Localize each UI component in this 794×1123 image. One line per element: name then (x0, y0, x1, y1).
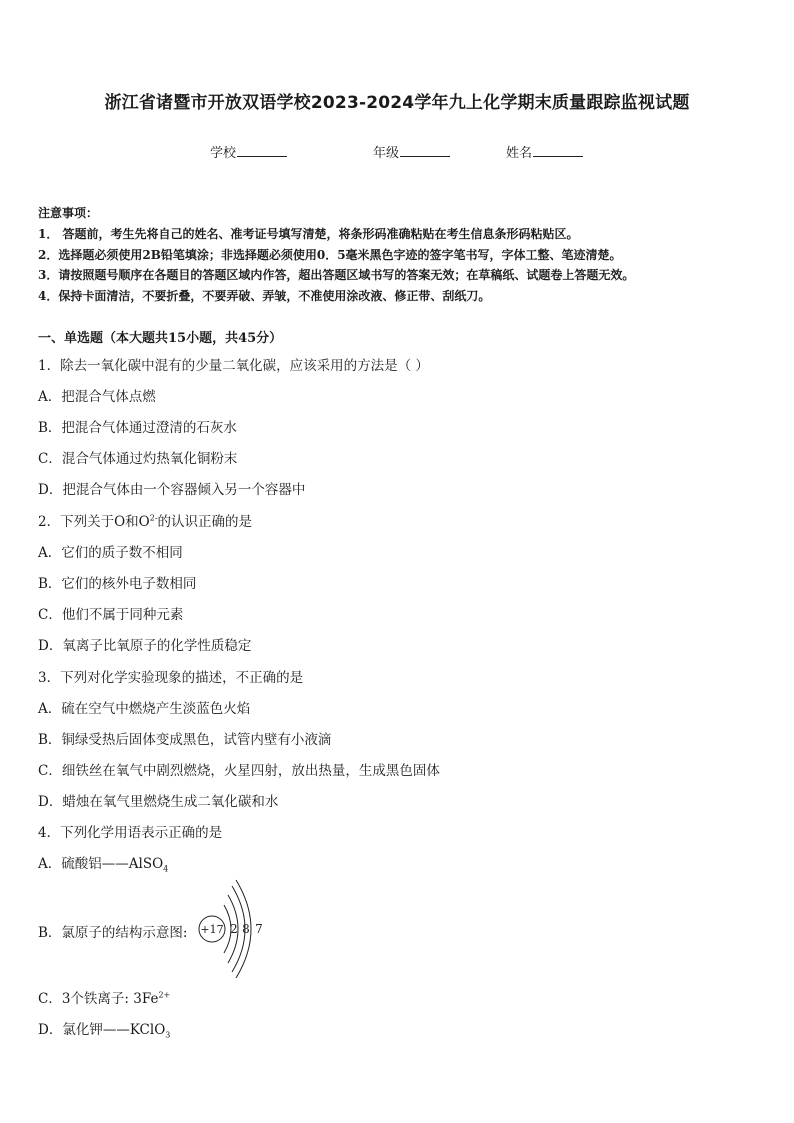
formula-text: A．硫酸铝——AlSO (38, 856, 164, 872)
school-label: 学校 (210, 146, 237, 161)
option-c: C．混合气体通过灼热氧化铜粉末 (38, 451, 238, 467)
grade-blank[interactable] (400, 143, 450, 157)
option-d (38, 1018, 170, 1038)
option-c (38, 987, 170, 1007)
name-field (506, 142, 583, 161)
formula-text: C．3个铁离子: 3Fe (38, 991, 159, 1007)
question-stem: 4．下列化学用语表示正确的是 (38, 825, 223, 841)
option-b: B．铜绿受热后固体变成黑色，试管内壁有小液滴 (38, 732, 332, 748)
note-item: 4．保持卡面清洁，不要折叠，不要弄破、弄皱，不准使用涂改液、修正带、刮纸刀。 (38, 289, 491, 303)
chlorine-atom-diagram (190, 878, 280, 978)
note-item: 2．选择题必须使用2B铅笔填涂；非选择题必须使用0．5毫米黑色字迹的签字笔书写，字体工整、笔迹清楚。 (38, 248, 622, 262)
option-b: B．把混合气体通过澄清的石灰水 (38, 420, 237, 436)
option-c: C．细铁丝在氧气中剧烈燃烧，火星四射，放出热量，生成黑色固体 (38, 763, 440, 779)
formula-subscript: 3 (165, 1030, 171, 1040)
name-blank[interactable] (533, 143, 583, 157)
option-c: C．他们不属于同种元素 (38, 607, 184, 623)
option-b: B．氯原子的结构示意图: (38, 925, 188, 941)
option-d: D．氧离子比氧原子的化学性质稳定 (38, 638, 252, 654)
stem-text: 2．下列关于O和O (38, 514, 150, 530)
option-a: A．它们的质子数不相同 (38, 545, 183, 561)
ion-charge: 2+ (158, 990, 171, 1000)
question-stem (38, 510, 252, 530)
shell-electron-count: 7 (255, 922, 263, 936)
grade-label: 年级 (373, 146, 400, 161)
name-label: 姓名 (506, 146, 533, 161)
shell-electron-count: 2 (230, 922, 238, 936)
school-blank[interactable] (237, 143, 287, 157)
option-a: A．硫在空气中燃烧产生淡蓝色火焰 (38, 701, 251, 717)
option-a: A．把混合气体点燃 (38, 389, 156, 405)
question-stem: 3．下列对化学实验现象的描述，不正确的是 (38, 670, 304, 686)
note-item: 1． 答题前，考生先将自己的姓名、准考证号填写清楚，将条形码准确粘贴在考生信息条形码粘贴区。 (38, 227, 579, 241)
formula-text: D．氯化钾——KClO (38, 1022, 166, 1038)
option-d: D．把混合气体由一个容器倾入另一个容器中 (38, 482, 306, 498)
stem-text: 的认识正确的是 (157, 514, 253, 530)
shell-electron-count: 8 (242, 922, 250, 936)
option-d: D．蜡烛在氧气里燃烧生成二氧化碳和水 (38, 794, 279, 810)
page-title: 浙江省诸暨市开放双语学校2023-2024学年九上化学期末质量跟踪监视试题 (104, 93, 690, 113)
school-field (210, 142, 287, 161)
question-stem: 1．除去一氧化碳中混有的少量二氧化碳，应该采用的方法是（ ） (38, 358, 429, 374)
formula-subscript: 4 (163, 864, 169, 874)
option-a (38, 852, 168, 872)
option-b: B．它们的核外电子数相同 (38, 576, 197, 592)
section-title: 一、单选题（本大题共15小题，共45分） (38, 331, 283, 346)
notes-heading: 注意事项： (38, 206, 99, 220)
note-item: 3．请按照题号顺序在各题目的答题区域内作答，超出答题区域书写的答案无效；在草稿纸、试题卷上答题无效。 (38, 268, 635, 282)
ion-charge: 2- (149, 513, 158, 523)
grade-field (373, 142, 450, 161)
nucleus-charge: +17 (200, 923, 224, 936)
